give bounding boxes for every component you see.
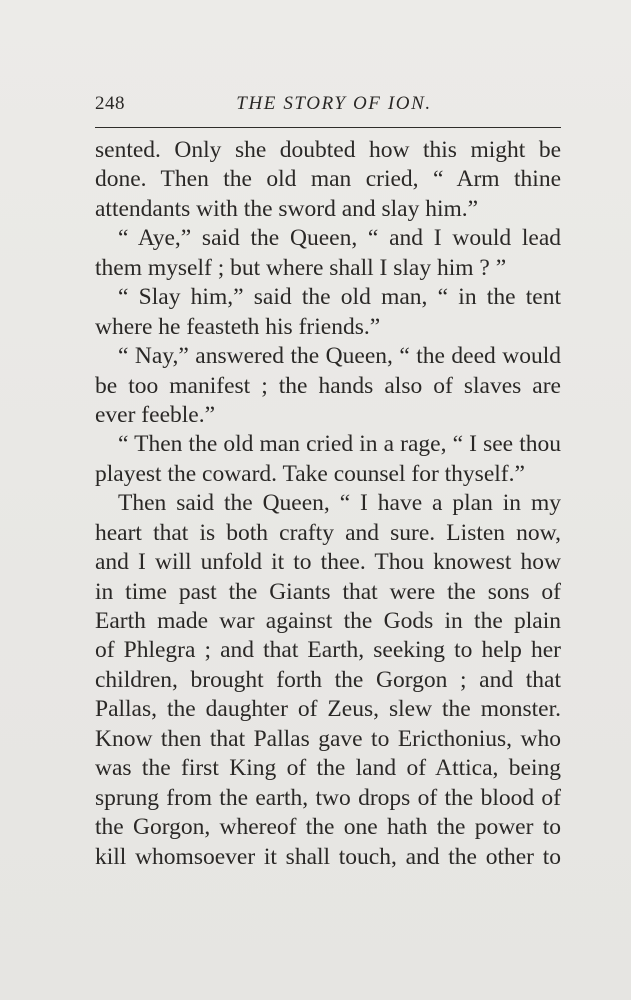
text-line: Pallas, the daughter of Zeus, slew the monster. [95,696,561,723]
text-line: Earth made war against the Gods in the plain [95,608,561,634]
text-line: heart that is both crafty and sure. Listen now, [95,519,561,546]
text-line: “ Then the old man cried in a rage, “ I see thou [118,431,561,458]
text-line: was the first King of the land of Attica, being [95,755,561,782]
running-title: THE STORY OF ION. [236,93,432,114]
text-line: playest the coward. Take counsel for thyself.” [95,460,525,487]
page-header [95,93,561,121]
text-line: in time past the Giants that were the sons of [95,578,561,605]
text-line: done. Then the old man cried, “ Arm thine [95,166,561,193]
text-line: “ Nay,” answered the Queen, “ the deed would [118,343,561,370]
text-line: the Gorgon, whereof the one hath the power to [95,814,561,841]
text-line: children, brought forth the Gorgon ; and that [95,666,561,693]
text-line: sented. Only she doubted how this might be [95,137,561,163]
body-text [95,136,561,872]
header-rule [95,127,561,128]
text-line: ever feeble.” [95,401,216,428]
text-line: Know then that Pallas gave to Ericthonius, who [95,725,561,752]
text-line: “ Aye,” said the Queen, “ and I would lead [118,225,561,252]
text-line: kill whomsoever it shall touch, and the other to [95,843,561,870]
page-number: 248 [95,93,125,114]
text-line: sprung from the earth, two drops of the blood of [95,784,561,811]
text-line: Then said the Queen, “ I have a plan in my [118,490,561,517]
text-line: and I will unfold it to thee. Thou knowest how [95,549,561,576]
text-line: attendants with the sword and slay him.” [95,195,479,222]
text-line: of Phlegra ; and that Earth, seeking to help her [95,637,561,664]
text-line: where he feasteth his friends.” [95,313,381,340]
text-line: them myself ; but where shall I slay him ? ” [95,254,507,281]
text-line: be too manifest ; the hands also of slaves are [95,372,561,399]
text-line: “ Slay him,” said the old man, “ in the tent [118,284,561,311]
